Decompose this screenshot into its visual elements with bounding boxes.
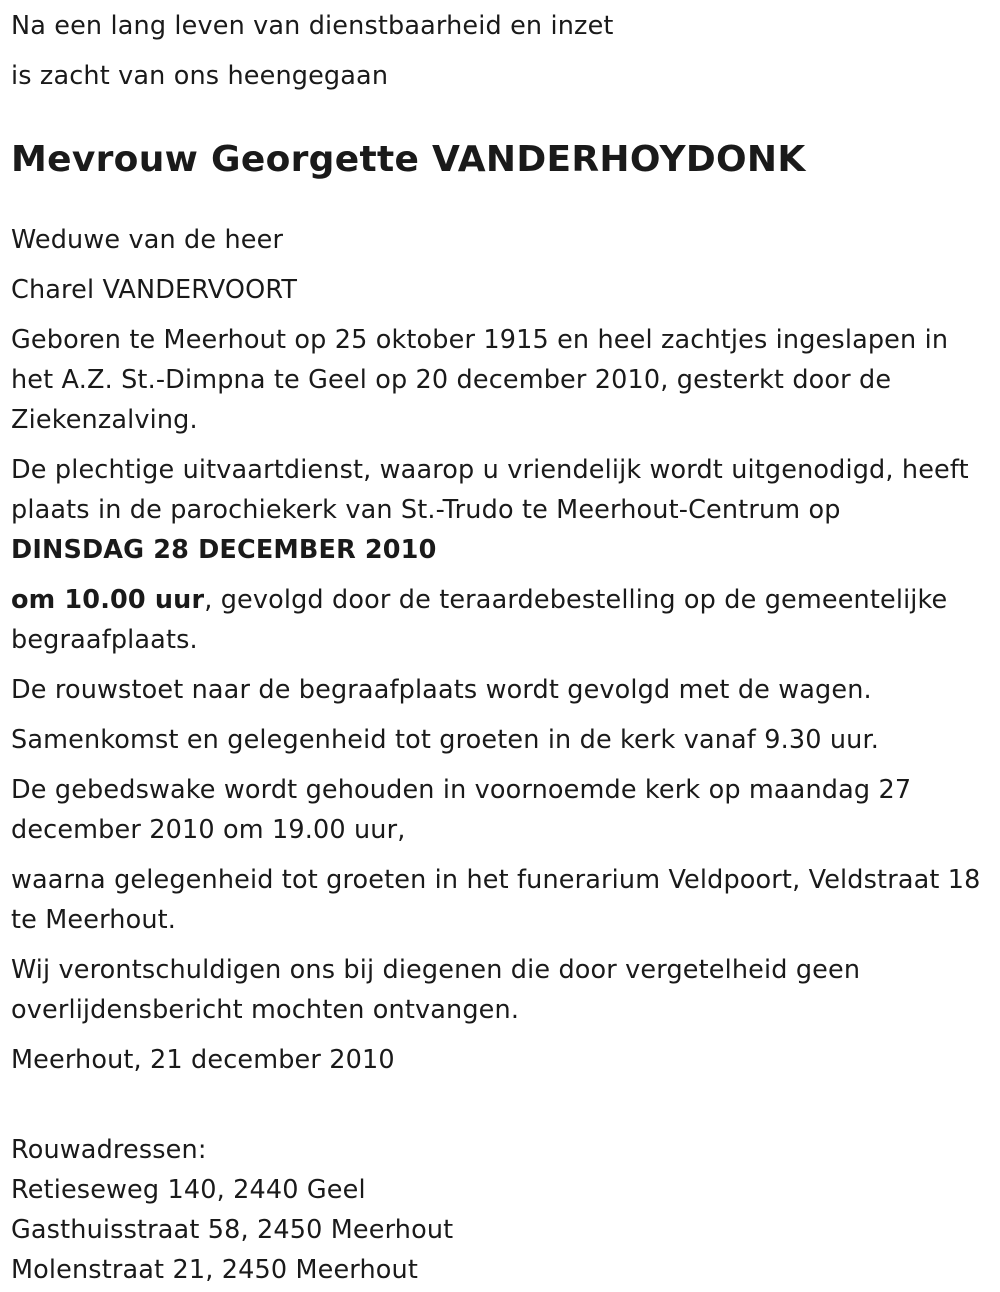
- address-item: Molenstraat 21, 2450 Meerhout: [11, 1255, 419, 1285]
- place-date: Meerhout, 21 december 2010: [11, 1045, 395, 1075]
- widow-line-2: Charel VANDERVOORT: [11, 275, 298, 305]
- addresses-block: [11, 1130, 990, 1290]
- birth-death-paragraph: Geboren te Meerhout op 25 oktober 1915 en heel zachtjes ingeslapen in het A.Z. St.-Dimpna te Geel op 20 december 2010, gesterkt door de Ziekenzalving.: [11, 325, 949, 435]
- intro-line-2: is zacht van ons heengegaan: [11, 61, 389, 91]
- service-time: om 10.00 uur: [11, 585, 205, 615]
- procession-paragraph: De rouwstoet naar de begraafplaats wordt gevolgd met de wagen.: [11, 675, 872, 705]
- address-item: Gasthuisstraat 58, 2450 Meerhout: [11, 1215, 454, 1245]
- service-time-paragraph: [11, 580, 990, 660]
- service-paragraph: De plechtige uitvaartdienst, waarop u vriendelijk wordt uitgenodigd, heeft plaats in de parochiekerk van St.-Trudo te Meerhout-Centrum op: [11, 455, 969, 525]
- intro-line-1: Na een lang leven van dienstbaarheid en inzet: [11, 11, 614, 41]
- deceased-name: Mevrouw Georgette VANDERHOYDONK: [11, 139, 806, 180]
- addresses-heading: Rouwadressen:: [11, 1135, 207, 1165]
- service-date: DINSDAG 28 DECEMBER 2010: [11, 535, 437, 565]
- address-item: Retieseweg 140, 2440 Geel: [11, 1175, 366, 1205]
- gathering-paragraph: Samenkomst en gelegenheid tot groeten in de kerk vanaf 9.30 uur.: [11, 725, 879, 755]
- apology-paragraph: Wij verontschuldigen ons bij diegenen die door vergetelheid geen overlijdensbericht mochten ontvangen.: [11, 955, 861, 1025]
- service-after-time: , gevolgd door de teraardebestelling op de gemeentelijke begraafplaats.: [11, 585, 948, 655]
- funerarium-paragraph: waarna gelegenheid tot groeten in het funerarium Veldpoort, Veldstraat 18 te Meerhout.: [11, 865, 981, 935]
- vigil-paragraph: De gebedswake wordt gehouden in voornoemde kerk op maandag 27 december 2010 om 19.00 uur,: [11, 775, 912, 845]
- widow-line-1: Weduwe van de heer: [11, 225, 284, 255]
